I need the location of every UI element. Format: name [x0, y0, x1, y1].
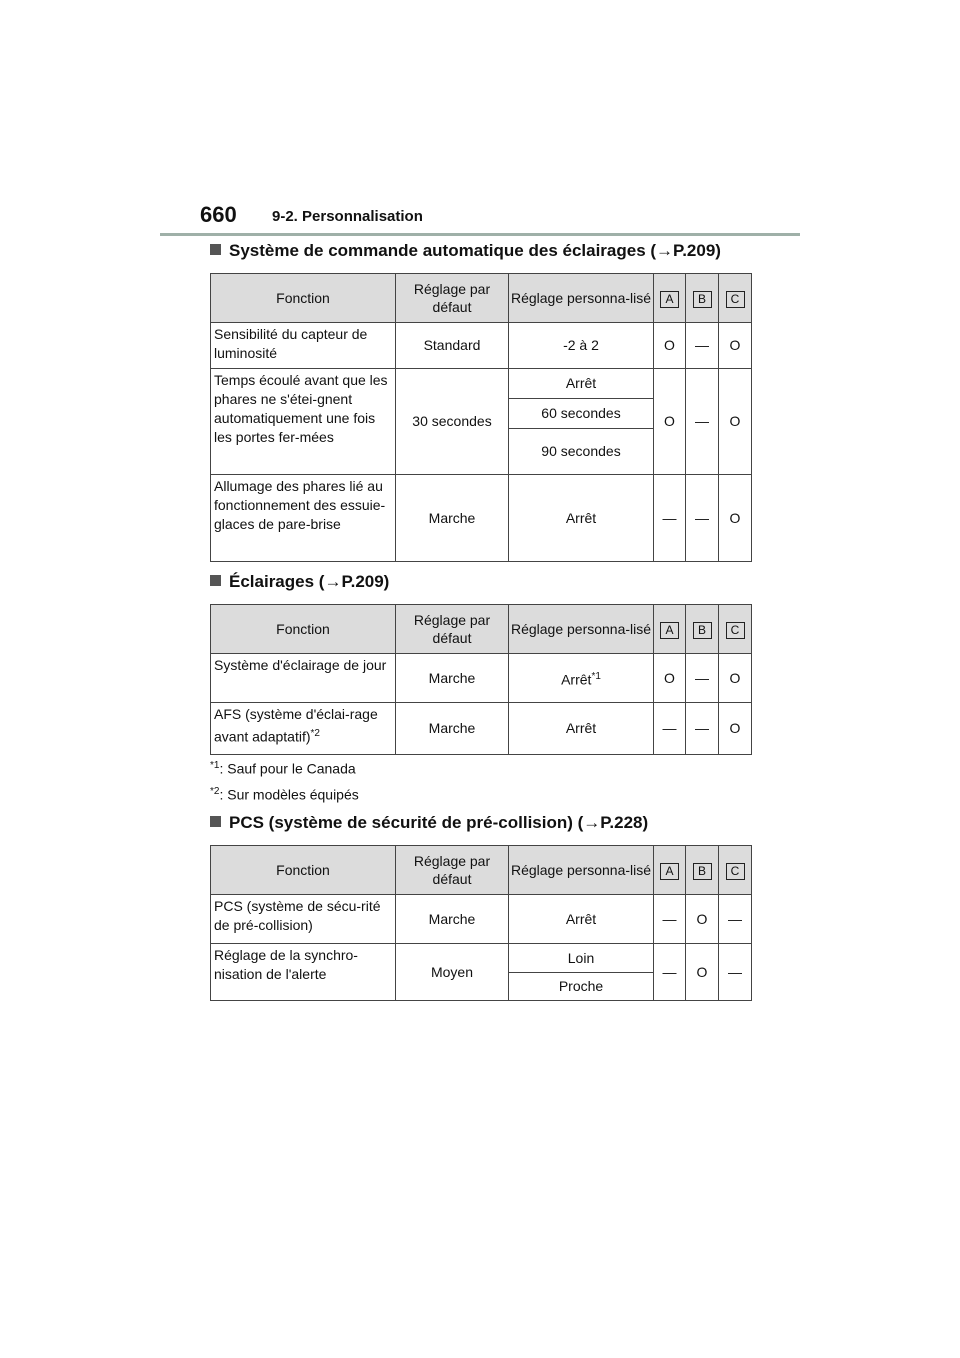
custom-cell: Loin — [509, 944, 654, 973]
default-cell: Marche — [396, 475, 509, 562]
b-cell: — — [686, 475, 719, 562]
custom-cell: 90 secondes — [509, 429, 654, 475]
table-row — [211, 895, 752, 944]
function-cell: Sensibilité du capteur de luminosité — [211, 323, 396, 369]
custom-cell: -2 à 2 — [509, 323, 654, 369]
custom-cell: Arrêt — [509, 703, 654, 755]
custom-cell: Arrêt — [509, 369, 654, 399]
col-function: Fonction — [211, 274, 396, 323]
col-default: Réglage par défaut — [396, 605, 509, 654]
default-cell: Marche — [396, 895, 509, 944]
function-cell: Allumage des phares lié au fonctionnement des essuie-glaces de pare-brise — [211, 475, 396, 562]
a-cell: O — [654, 323, 686, 369]
footnote-2: $^{*2}$: Sur modèles équipés — [210, 786, 359, 803]
function-cell: Temps écoulé avant que les phares ne s'étei-gnent automatiquement une fois les portes fer-mées — [211, 369, 396, 475]
function-cell: Réglage de la synchro-nisation de l'alerte — [211, 944, 396, 1001]
col-function: Fonction — [211, 605, 396, 654]
table-lights — [210, 604, 752, 755]
bullet-square-icon — [210, 244, 221, 255]
default-cell: Marche — [396, 654, 509, 703]
a-cell: — — [654, 895, 686, 944]
col-b: B — [686, 274, 719, 323]
a-cell: — — [654, 703, 686, 755]
b-cell: — — [686, 654, 719, 703]
col-b: B — [686, 846, 719, 895]
b-cell: — — [686, 323, 719, 369]
col-a: A — [654, 274, 686, 323]
function-cell: PCS (système de sécu-rité de pré-collision) — [211, 895, 396, 944]
c-cell: O — [719, 703, 752, 755]
c-cell: — — [719, 944, 752, 1001]
col-default: Réglage par défaut — [396, 846, 509, 895]
table-row — [211, 654, 752, 703]
col-default: Réglage par défaut — [396, 274, 509, 323]
table-row — [211, 369, 752, 399]
bullet-square-icon — [210, 816, 221, 827]
b-cell: O — [686, 895, 719, 944]
col-c: C — [719, 605, 752, 654]
default-cell: Standard — [396, 323, 509, 369]
b-cell: O — [686, 944, 719, 1001]
default-cell: Moyen — [396, 944, 509, 1001]
custom-cell: Proche — [509, 973, 654, 1001]
b-cell: — — [686, 703, 719, 755]
a-cell: — — [654, 475, 686, 562]
section-title-lights: Éclairages (→P.209) — [210, 572, 389, 592]
c-cell: O — [719, 475, 752, 562]
custom-cell: Arrêt — [509, 895, 654, 944]
default-cell: Marche — [396, 703, 509, 755]
c-cell: O — [719, 323, 752, 369]
function-cell: AFS (système d'éclai-rage avant adaptatif)$^{*2}$ — [211, 703, 396, 755]
chapter-title: 9-2. Personnalisation — [272, 208, 423, 225]
page-number: 660 — [200, 202, 237, 227]
section-title-auto-lights: Système de commande automatique des éclairages (→P.209) — [210, 241, 721, 261]
col-function: Fonction — [211, 846, 396, 895]
function-cell: Système d'éclairage de jour — [211, 654, 396, 703]
col-c: C — [719, 274, 752, 323]
custom-cell: Arrêt — [509, 475, 654, 562]
col-custom: Réglage personna-lisé — [509, 605, 654, 654]
col-c: C — [719, 846, 752, 895]
a-cell: O — [654, 369, 686, 475]
custom-cell: Arrêt$^{*1}$ — [509, 654, 654, 703]
col-custom: Réglage personna-lisé — [509, 274, 654, 323]
table-header-row — [211, 605, 752, 654]
col-a: A — [654, 846, 686, 895]
table-row — [211, 944, 752, 973]
footnote-1: $^{*1}$: Sauf pour le Canada — [210, 760, 356, 777]
table-pcs — [210, 845, 752, 1001]
table-row — [211, 703, 752, 755]
custom-cell: 60 secondes — [509, 399, 654, 429]
table-header-row — [211, 846, 752, 895]
col-custom: Réglage personna-lisé — [509, 846, 654, 895]
c-cell: O — [719, 369, 752, 475]
table-header-row — [211, 274, 752, 323]
section-title-pcs: PCS (système de sécurité de pré-collision) (→P.228) — [210, 813, 648, 833]
a-cell: — — [654, 944, 686, 1001]
c-cell: O — [719, 654, 752, 703]
col-a: A — [654, 605, 686, 654]
a-cell: O — [654, 654, 686, 703]
bullet-square-icon — [210, 575, 221, 586]
table-row — [211, 475, 752, 562]
col-b: B — [686, 605, 719, 654]
table-row — [211, 323, 752, 369]
c-cell: — — [719, 895, 752, 944]
b-cell: — — [686, 369, 719, 475]
table-auto-lights — [210, 273, 752, 562]
header-rule — [160, 233, 800, 236]
default-cell: 30 secondes — [396, 369, 509, 475]
